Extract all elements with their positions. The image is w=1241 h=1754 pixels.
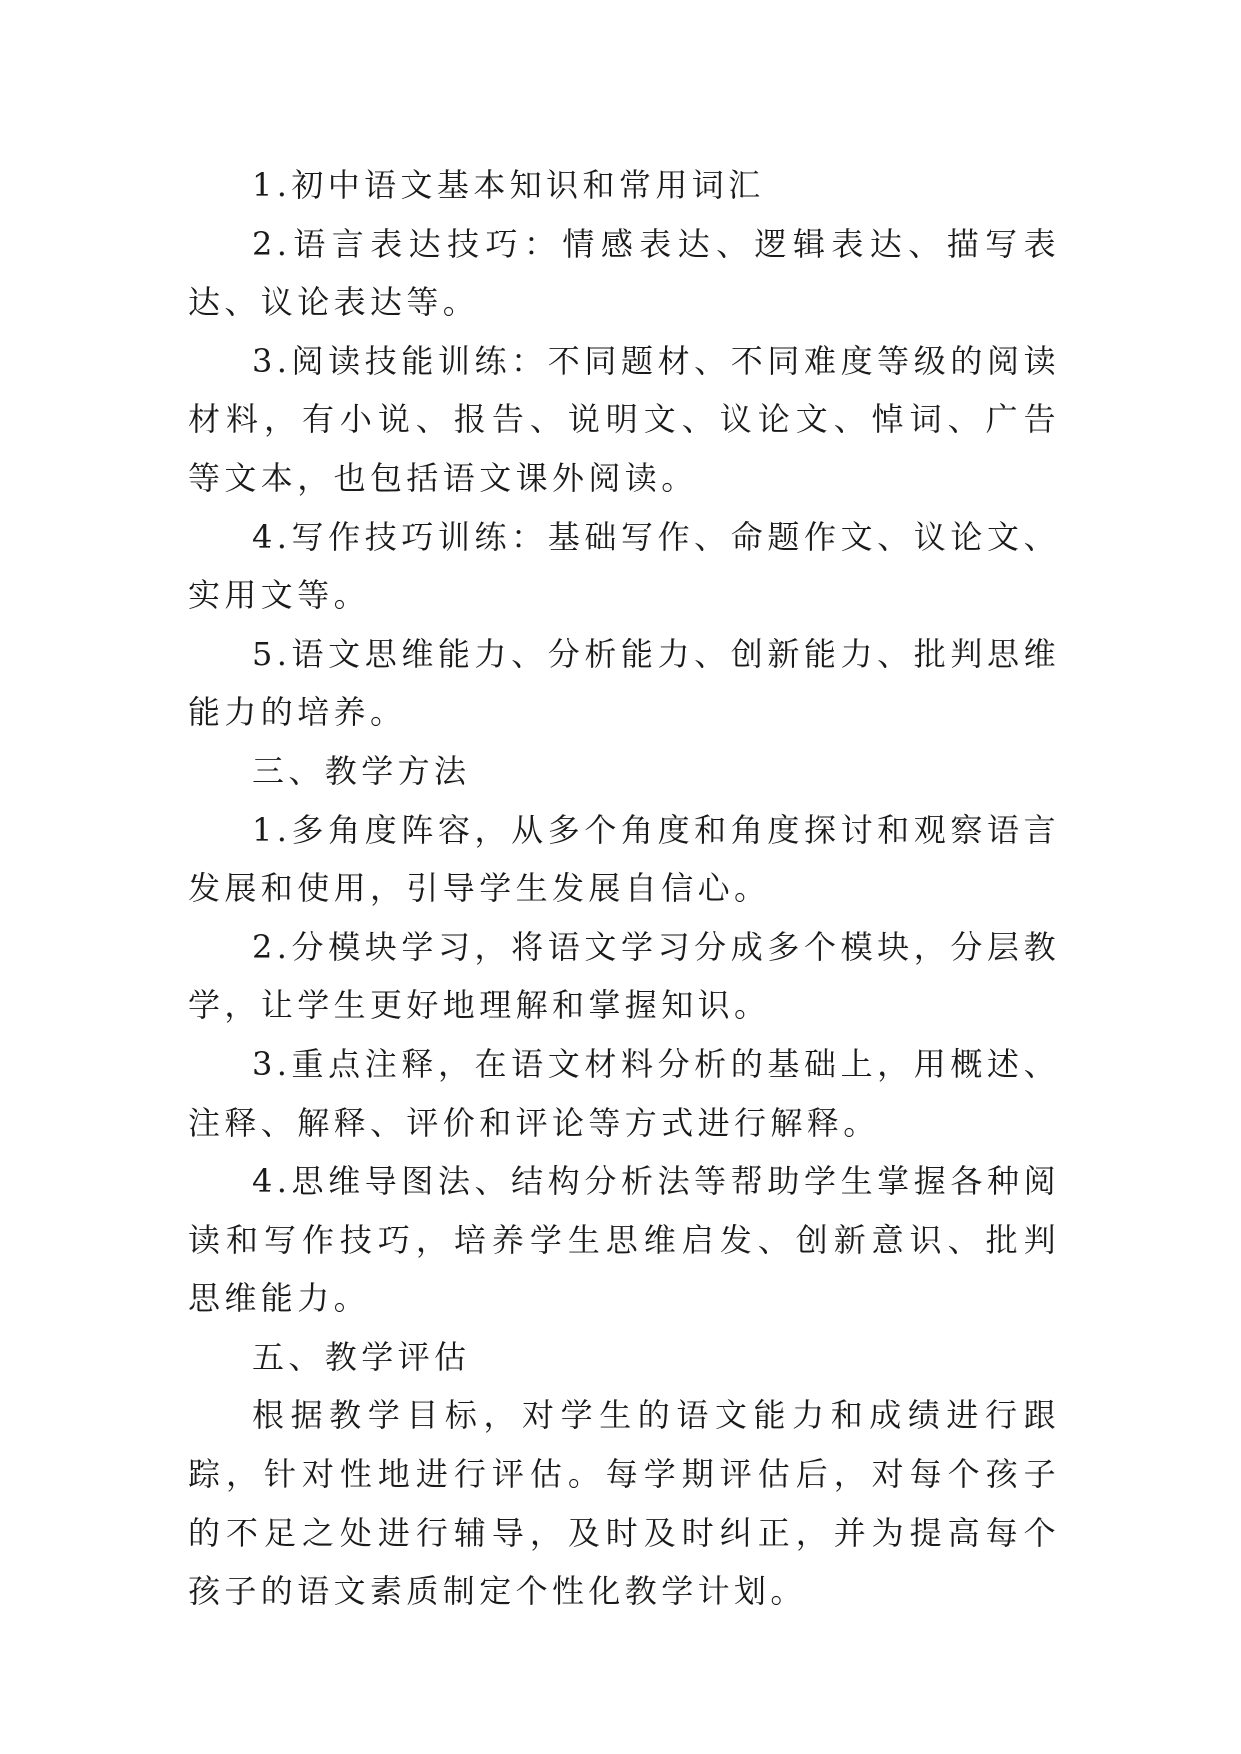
list-item-method-modules: 2.分模块学习，将语文学习分成多个模块，分层教学，让学生更好地理解和掌握知识。 (188, 927, 1060, 1025)
list-item-method-annotation: 3.重点注释，在语文材料分析的基础上，用概述、注释、解释、评价和评论等方式进行解释。 (188, 1044, 1060, 1142)
list-item-expression-skills: 2.语言表达技巧：情感表达、逻辑表达、描写表达、议论表达等。 (188, 224, 1060, 322)
evaluation-paragraph: 根据教学目标，对学生的语文能力和成绩进行跟踪，针对性地进行评估。每学期评估后，对每个孩子的不足之处进行辅导，及时及时纠正，并为提高每个孩子的语文素质制定个性化教学计划。 (188, 1396, 1060, 1611)
list-item-method-mind-map: 4.思维导图法、结构分析法等帮助学生掌握各种阅读和写作技巧，培养学生思维启发、创新意识、批判思维能力。 (188, 1162, 1060, 1318)
document-body (188, 156, 1060, 1621)
list-item-reading-training: 3.阅读技能训练：不同题材、不同难度等级的阅读材料，有小说、报告、说明文、议论文、悼词、广告等文本，也包括语文课外阅读。 (188, 341, 1060, 497)
list-item-method-multi-angle: 1.多角度阵容，从多个角度和角度探讨和观察语言发展和使用，引导学生发展自信心。 (188, 810, 1060, 908)
list-item-basic-knowledge: 1.初中语文基本知识和常用词汇 (252, 166, 765, 204)
list-item-thinking-ability: 5.语文思维能力、分析能力、创新能力、批判思维能力的培养。 (188, 634, 1060, 732)
list-item-writing-training: 4.写作技巧训练：基础写作、命题作文、议论文、实用文等。 (188, 517, 1060, 615)
section-heading-teaching-methods: 三、教学方法 (252, 751, 471, 790)
section-heading-teaching-evaluation: 五、教学评估 (252, 1337, 471, 1376)
